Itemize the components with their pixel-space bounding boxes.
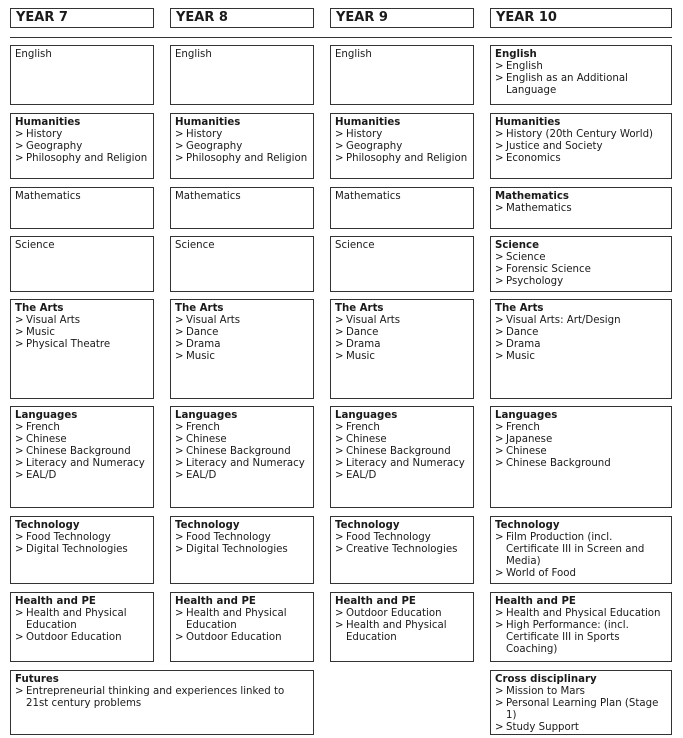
subject-list	[335, 532, 469, 556]
subject-item: > EAL/D	[335, 470, 469, 482]
subject-item: > French	[335, 422, 469, 434]
subject-area-title: English	[15, 49, 52, 60]
subject-item: > Chinese	[15, 434, 149, 446]
health-and-pe-box-year-9	[330, 592, 474, 662]
subject-list	[15, 422, 149, 482]
subject-item: > Chinese	[335, 434, 469, 446]
year-header-year-10: YEAR 10	[490, 8, 672, 28]
subject-list	[335, 315, 469, 363]
subject-item: > Film Production (incl. Certificate III in Screen and Media)	[495, 532, 667, 568]
subject-item: > French	[495, 422, 667, 434]
subject-item: > Food Technology	[15, 532, 149, 544]
subject-item: > Outdoor Education	[15, 632, 149, 644]
subject-area-title: The Arts	[175, 303, 224, 314]
subject-area-title: Technology	[15, 520, 80, 531]
subject-item: > Mathematics	[495, 203, 667, 215]
subject-list	[335, 422, 469, 482]
subject-area-title: The Arts	[15, 303, 64, 314]
subject-area-title: Languages	[335, 410, 398, 421]
subject-item: > Literacy and Numeracy	[335, 458, 469, 470]
subject-item: > High Performance: (incl. Certificate III in Sports Coaching)	[495, 620, 667, 656]
subject-item: > Personal Learning Plan (Stage 1)	[495, 698, 667, 722]
subject-item: > Health and Physical Education	[15, 608, 149, 632]
science-box-year-7	[10, 236, 154, 292]
subject-item: > Science	[495, 252, 667, 264]
subject-item: > Mission to Mars	[495, 686, 667, 698]
subject-item: > World of Food	[495, 568, 667, 580]
subject-list	[15, 686, 309, 710]
subject-item: > Health and Physical Education	[495, 608, 667, 620]
subject-item: > Entrepreneurial thinking and experiences linked to 21st century problems	[15, 686, 309, 710]
subject-item: > Drama	[495, 339, 667, 351]
subject-area-title: Languages	[175, 410, 238, 421]
subject-list	[15, 532, 149, 556]
subject-item: > Drama	[335, 339, 469, 351]
subject-area-title: Mathematics	[15, 191, 81, 202]
subject-item: > Dance	[495, 327, 667, 339]
english-box-year-8	[170, 45, 314, 105]
subject-area-title: Health and PE	[335, 596, 416, 607]
subject-item: > Visual Arts	[15, 315, 149, 327]
subject-area-title: Health and PE	[495, 596, 576, 607]
subject-area-title: Mathematics	[495, 191, 569, 202]
subject-item: > Visual Arts	[175, 315, 309, 327]
humanities-box-year-8	[170, 113, 314, 179]
subject-list	[335, 129, 469, 165]
subject-area-title: English	[495, 49, 537, 60]
subject-item: > Chinese Background	[15, 446, 149, 458]
subject-item: > EAL/D	[175, 470, 309, 482]
subject-area-title: Health and PE	[15, 596, 96, 607]
subject-item: > Literacy and Numeracy	[15, 458, 149, 470]
the-arts-box-year-7	[10, 299, 154, 399]
subject-item: > Justice and Society	[495, 141, 667, 153]
subject-area-title: Science	[495, 240, 539, 251]
subject-area-title: Mathematics	[335, 191, 401, 202]
subject-area-title: Mathematics	[175, 191, 241, 202]
subject-area-title: Technology	[175, 520, 240, 531]
subject-list	[495, 608, 667, 656]
subject-list	[495, 61, 667, 97]
subject-list	[15, 315, 149, 351]
subject-list	[495, 203, 667, 215]
subject-item: > Outdoor Education	[335, 608, 469, 620]
subject-item: > Chinese	[175, 434, 309, 446]
the-arts-box-year-10	[490, 299, 672, 399]
humanities-box-year-7	[10, 113, 154, 179]
subject-item: > Health and Physical Education	[175, 608, 309, 632]
subject-area-title: Health and PE	[175, 596, 256, 607]
year-header-year-9: YEAR 9	[330, 8, 474, 28]
the-arts-box-year-9	[330, 299, 474, 399]
subject-item: > Physical Theatre	[15, 339, 149, 351]
subject-area-title: Humanities	[175, 117, 241, 128]
subject-item: > Music	[335, 351, 469, 363]
technology-box-year-10	[490, 516, 672, 584]
subject-item: > Forensic Science	[495, 264, 667, 276]
subject-item: > Chinese Background	[175, 446, 309, 458]
subject-area-title: Science	[175, 240, 215, 251]
subject-area-title: Cross disciplinary	[495, 674, 597, 685]
health-and-pe-box-year-8	[170, 592, 314, 662]
cross-disciplinary-box	[490, 670, 672, 735]
subject-list	[15, 608, 149, 644]
subject-item: > Psychology	[495, 276, 667, 288]
english-box-year-9	[330, 45, 474, 105]
technology-box-year-9	[330, 516, 474, 584]
subject-item: > Dance	[335, 327, 469, 339]
science-box-year-9	[330, 236, 474, 292]
subject-item: > EAL/D	[15, 470, 149, 482]
subject-list	[495, 129, 667, 165]
the-arts-box-year-8	[170, 299, 314, 399]
subject-list	[335, 608, 469, 644]
humanities-box-year-10	[490, 113, 672, 179]
mathematics-box-year-9	[330, 187, 474, 229]
languages-box-year-9	[330, 406, 474, 508]
subject-item: > Outdoor Education	[175, 632, 309, 644]
subject-item: > Music	[495, 351, 667, 363]
subject-item: > Chinese Background	[495, 458, 667, 470]
subject-area-title: English	[335, 49, 372, 60]
year-header-year-8: YEAR 8	[170, 8, 314, 28]
subject-item: > Creative Technologies	[335, 544, 469, 556]
subject-item: > Drama	[175, 339, 309, 351]
subject-list	[175, 422, 309, 482]
subject-item: > History	[15, 129, 149, 141]
subject-item: > Dance	[175, 327, 309, 339]
health-and-pe-box-year-10	[490, 592, 672, 662]
subject-area-title: English	[175, 49, 212, 60]
subject-item: > Philosophy and Religion	[175, 153, 309, 165]
subject-item: > Geography	[15, 141, 149, 153]
subject-item: > Digital Technologies	[15, 544, 149, 556]
technology-box-year-7	[10, 516, 154, 584]
languages-box-year-7	[10, 406, 154, 508]
subject-item: > History	[335, 129, 469, 141]
subject-list	[175, 315, 309, 363]
subject-area-title: The Arts	[495, 303, 544, 314]
subject-item: > English as an Additional Language	[495, 73, 667, 97]
languages-box-year-8	[170, 406, 314, 508]
subject-list	[495, 315, 667, 363]
science-box-year-8	[170, 236, 314, 292]
subject-item: > Geography	[335, 141, 469, 153]
subject-list	[495, 532, 667, 580]
health-and-pe-box-year-7	[10, 592, 154, 662]
subject-list	[495, 252, 667, 288]
subject-area-title: The Arts	[335, 303, 384, 314]
subject-area-title: Languages	[495, 410, 558, 421]
english-box-year-7	[10, 45, 154, 105]
subject-area-title: Languages	[15, 410, 78, 421]
subject-list	[495, 686, 667, 734]
header-divider	[10, 37, 672, 38]
subject-item: > Visual Arts	[335, 315, 469, 327]
subject-item: > Music	[175, 351, 309, 363]
subject-area-title: Humanities	[495, 117, 561, 128]
subject-item: > Visual Arts: Art/Design	[495, 315, 667, 327]
subject-item: > English	[495, 61, 667, 73]
subject-item: > Study Support	[495, 722, 667, 734]
languages-box-year-10	[490, 406, 672, 508]
mathematics-box-year-8	[170, 187, 314, 229]
subject-item: > Food Technology	[175, 532, 309, 544]
subject-area-title: Futures	[15, 674, 59, 685]
subject-list	[15, 129, 149, 165]
subject-item: > Economics	[495, 153, 667, 165]
subject-item: > Food Technology	[335, 532, 469, 544]
english-box-year-10	[490, 45, 672, 105]
subject-item: > History	[175, 129, 309, 141]
subject-item: > Chinese Background	[335, 446, 469, 458]
subject-area-title: Humanities	[335, 117, 401, 128]
mathematics-box-year-10	[490, 187, 672, 229]
subject-item: > Music	[15, 327, 149, 339]
subject-item: > Digital Technologies	[175, 544, 309, 556]
subject-area-title: Technology	[495, 520, 560, 531]
subject-item: > Chinese	[495, 446, 667, 458]
science-box-year-10	[490, 236, 672, 292]
subject-list	[495, 422, 667, 470]
subject-list	[175, 129, 309, 165]
subject-item: > Health and Physical Education	[335, 620, 469, 644]
humanities-box-year-9	[330, 113, 474, 179]
mathematics-box-year-7	[10, 187, 154, 229]
subject-list	[175, 532, 309, 556]
subject-area-title: Science	[335, 240, 375, 251]
subject-area-title: Science	[15, 240, 55, 251]
subject-area-title: Technology	[335, 520, 400, 531]
subject-item: > Japanese	[495, 434, 667, 446]
year-header-year-7: YEAR 7	[10, 8, 154, 28]
subject-item: > Philosophy and Religion	[15, 153, 149, 165]
technology-box-year-8	[170, 516, 314, 584]
subject-area-title: Humanities	[15, 117, 81, 128]
subject-item: > Philosophy and Religion	[335, 153, 469, 165]
subject-item: > Geography	[175, 141, 309, 153]
subject-list	[175, 608, 309, 644]
futures-box	[10, 670, 314, 735]
subject-item: > French	[175, 422, 309, 434]
subject-item: > Literacy and Numeracy	[175, 458, 309, 470]
subject-item: > History (20th Century World)	[495, 129, 667, 141]
subject-item: > French	[15, 422, 149, 434]
